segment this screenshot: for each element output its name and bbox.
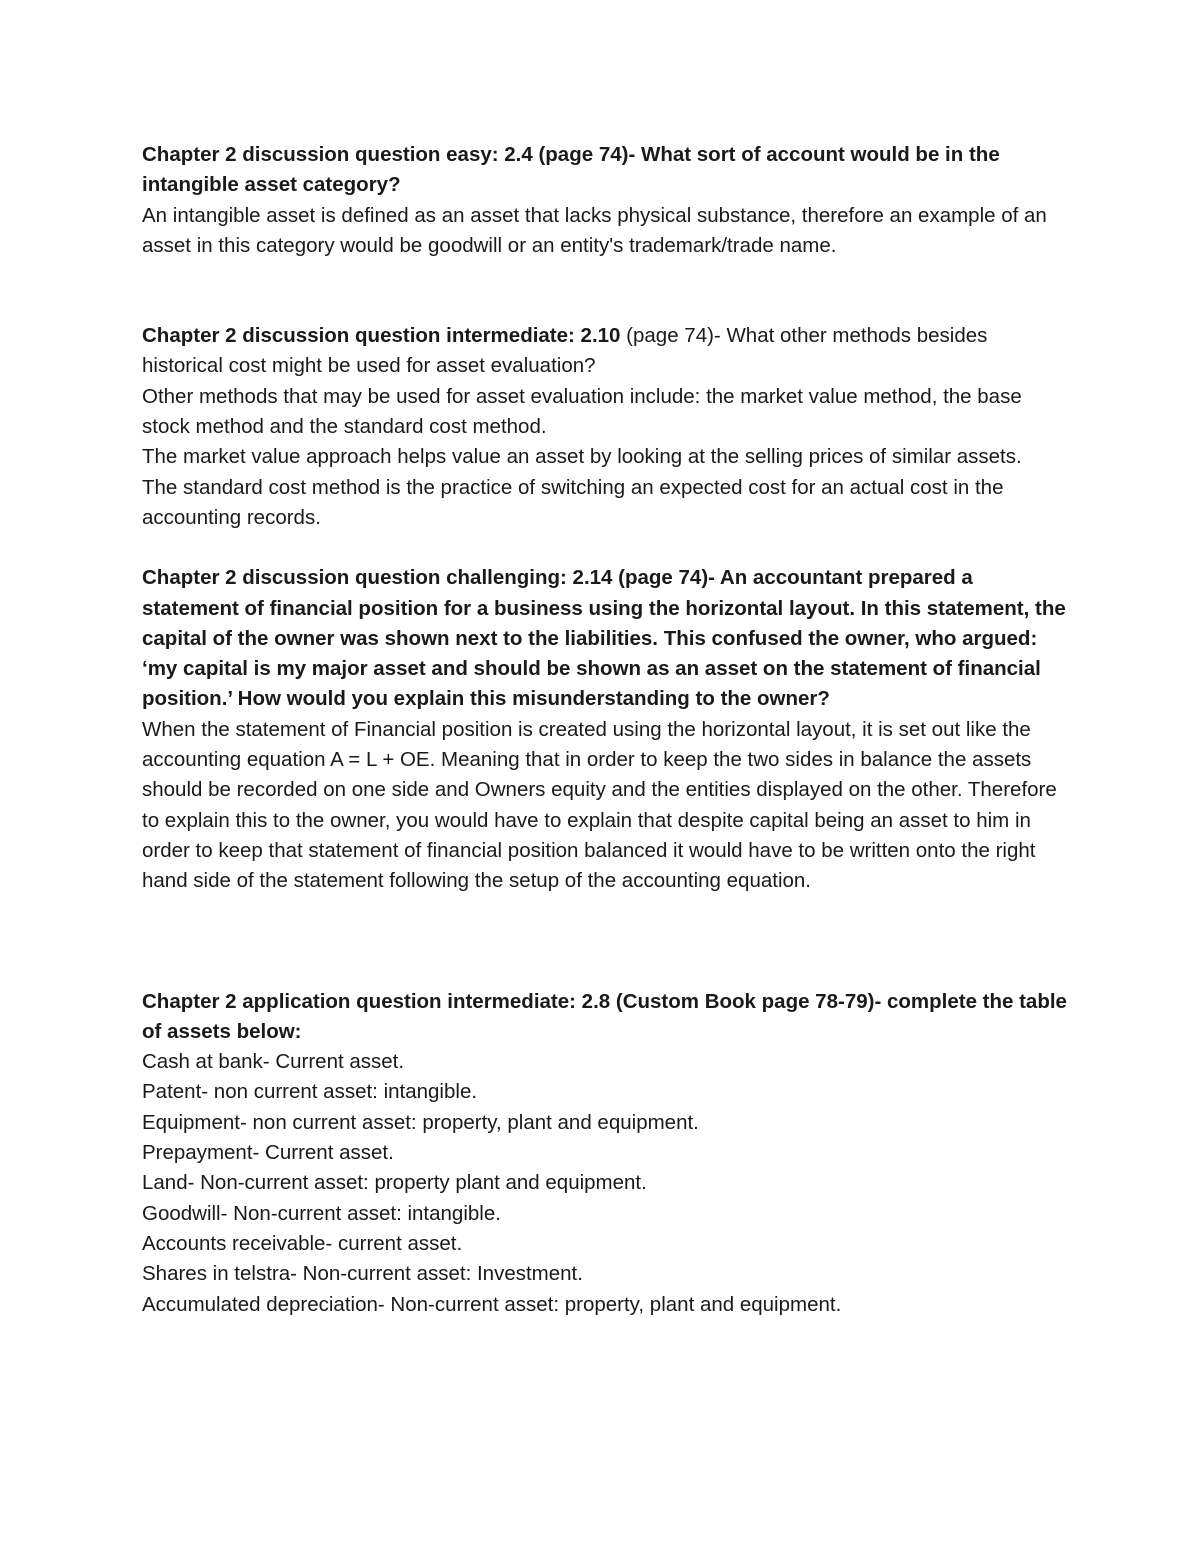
answer-paragraph: Other methods that may be used for asset evaluation include: the market value method, the base stock method and the standard cost method.: [142, 384, 1022, 439]
section-easy: [142, 140, 1072, 261]
answer-paragraph: An intangible asset is defined as an asset that lacks physical substance, therefore an example of an asset in this category would be goodwill or an entity's trademark/trade name.: [142, 203, 1047, 257]
list-item: Accounts receivable- current asset.: [142, 1231, 463, 1255]
question-heading: [142, 321, 1072, 382]
list-item: Accumulated depreciation- Non-current asset: property, plant and equipment.: [142, 1292, 842, 1316]
list-item: Shares in telstra- Non-current asset: Investment.: [142, 1262, 583, 1286]
list-item: Goodwill- Non-current asset: intangible.: [142, 1201, 501, 1225]
section-challenging: [142, 563, 1072, 896]
document-page: [142, 140, 1072, 1320]
list-item: Land- Non-current asset: property plant and equipment.: [142, 1171, 647, 1195]
spacer: [142, 897, 1072, 987]
spacer: [142, 261, 1072, 321]
answer-paragraph: The market value approach helps value an asset by looking at the selling prices of similar assets.: [142, 445, 1022, 469]
list-item: Patent- non current asset: intangible.: [142, 1080, 478, 1104]
list-item: Cash at bank- Current asset.: [142, 1050, 405, 1074]
question-text: Chapter 2 discussion question easy: 2.4 (page 74)- What sort of account would be in the intangible asset category?: [142, 143, 1000, 197]
question-heading: [142, 563, 1072, 714]
question-text: Chapter 2 application question intermediate: 2.8 (Custom Book page 78-79)- complete the table of assets below:: [142, 989, 1067, 1043]
spacer: [142, 533, 1072, 563]
section-intermediate: [142, 321, 1072, 533]
list-item: Prepayment- Current asset.: [142, 1141, 394, 1165]
section-application: [142, 987, 1072, 1320]
question-text-bold: Chapter 2 discussion question intermediate: 2.10: [142, 324, 621, 348]
answer-paragraph: When the statement of Financial position is created using the horizontal layout, it is set out like the accounting equation A = L + OE. Meaning that in order to keep the two sides in balance the assets should be recorded on one side and Owners equity and the entities displayed on the other. Therefore to explain this to the owner, you would have to explain that despite capital being an asset to him in order to keep that statement of financial position balanced it would have to be written onto the right hand side of the statement following the setup of the accounting equation.: [142, 717, 1057, 893]
question-heading: [142, 140, 1072, 201]
question-text-normal: (page 74)- What other methods besides historical cost might be used for asset evaluation?: [142, 324, 988, 378]
question-text: Chapter 2 discussion question challenging: 2.14 (page 74)- An accountant prepared a statement of financial position for a business using the horizontal layout. In this statement, the capital of the owner was shown next to the liabilities. This confused the owner, who argued: ‘my capital is my major asset and should be shown as an asset on the statement of financial position.’ How would you explain this misunderstanding to the owner?: [142, 566, 1066, 711]
list-item: Equipment- non current asset: property, plant and equipment.: [142, 1110, 699, 1134]
answer-paragraph: The standard cost method is the practice of switching an expected cost for an actual cost in the accounting records.: [142, 475, 1004, 529]
question-heading: [142, 987, 1072, 1048]
